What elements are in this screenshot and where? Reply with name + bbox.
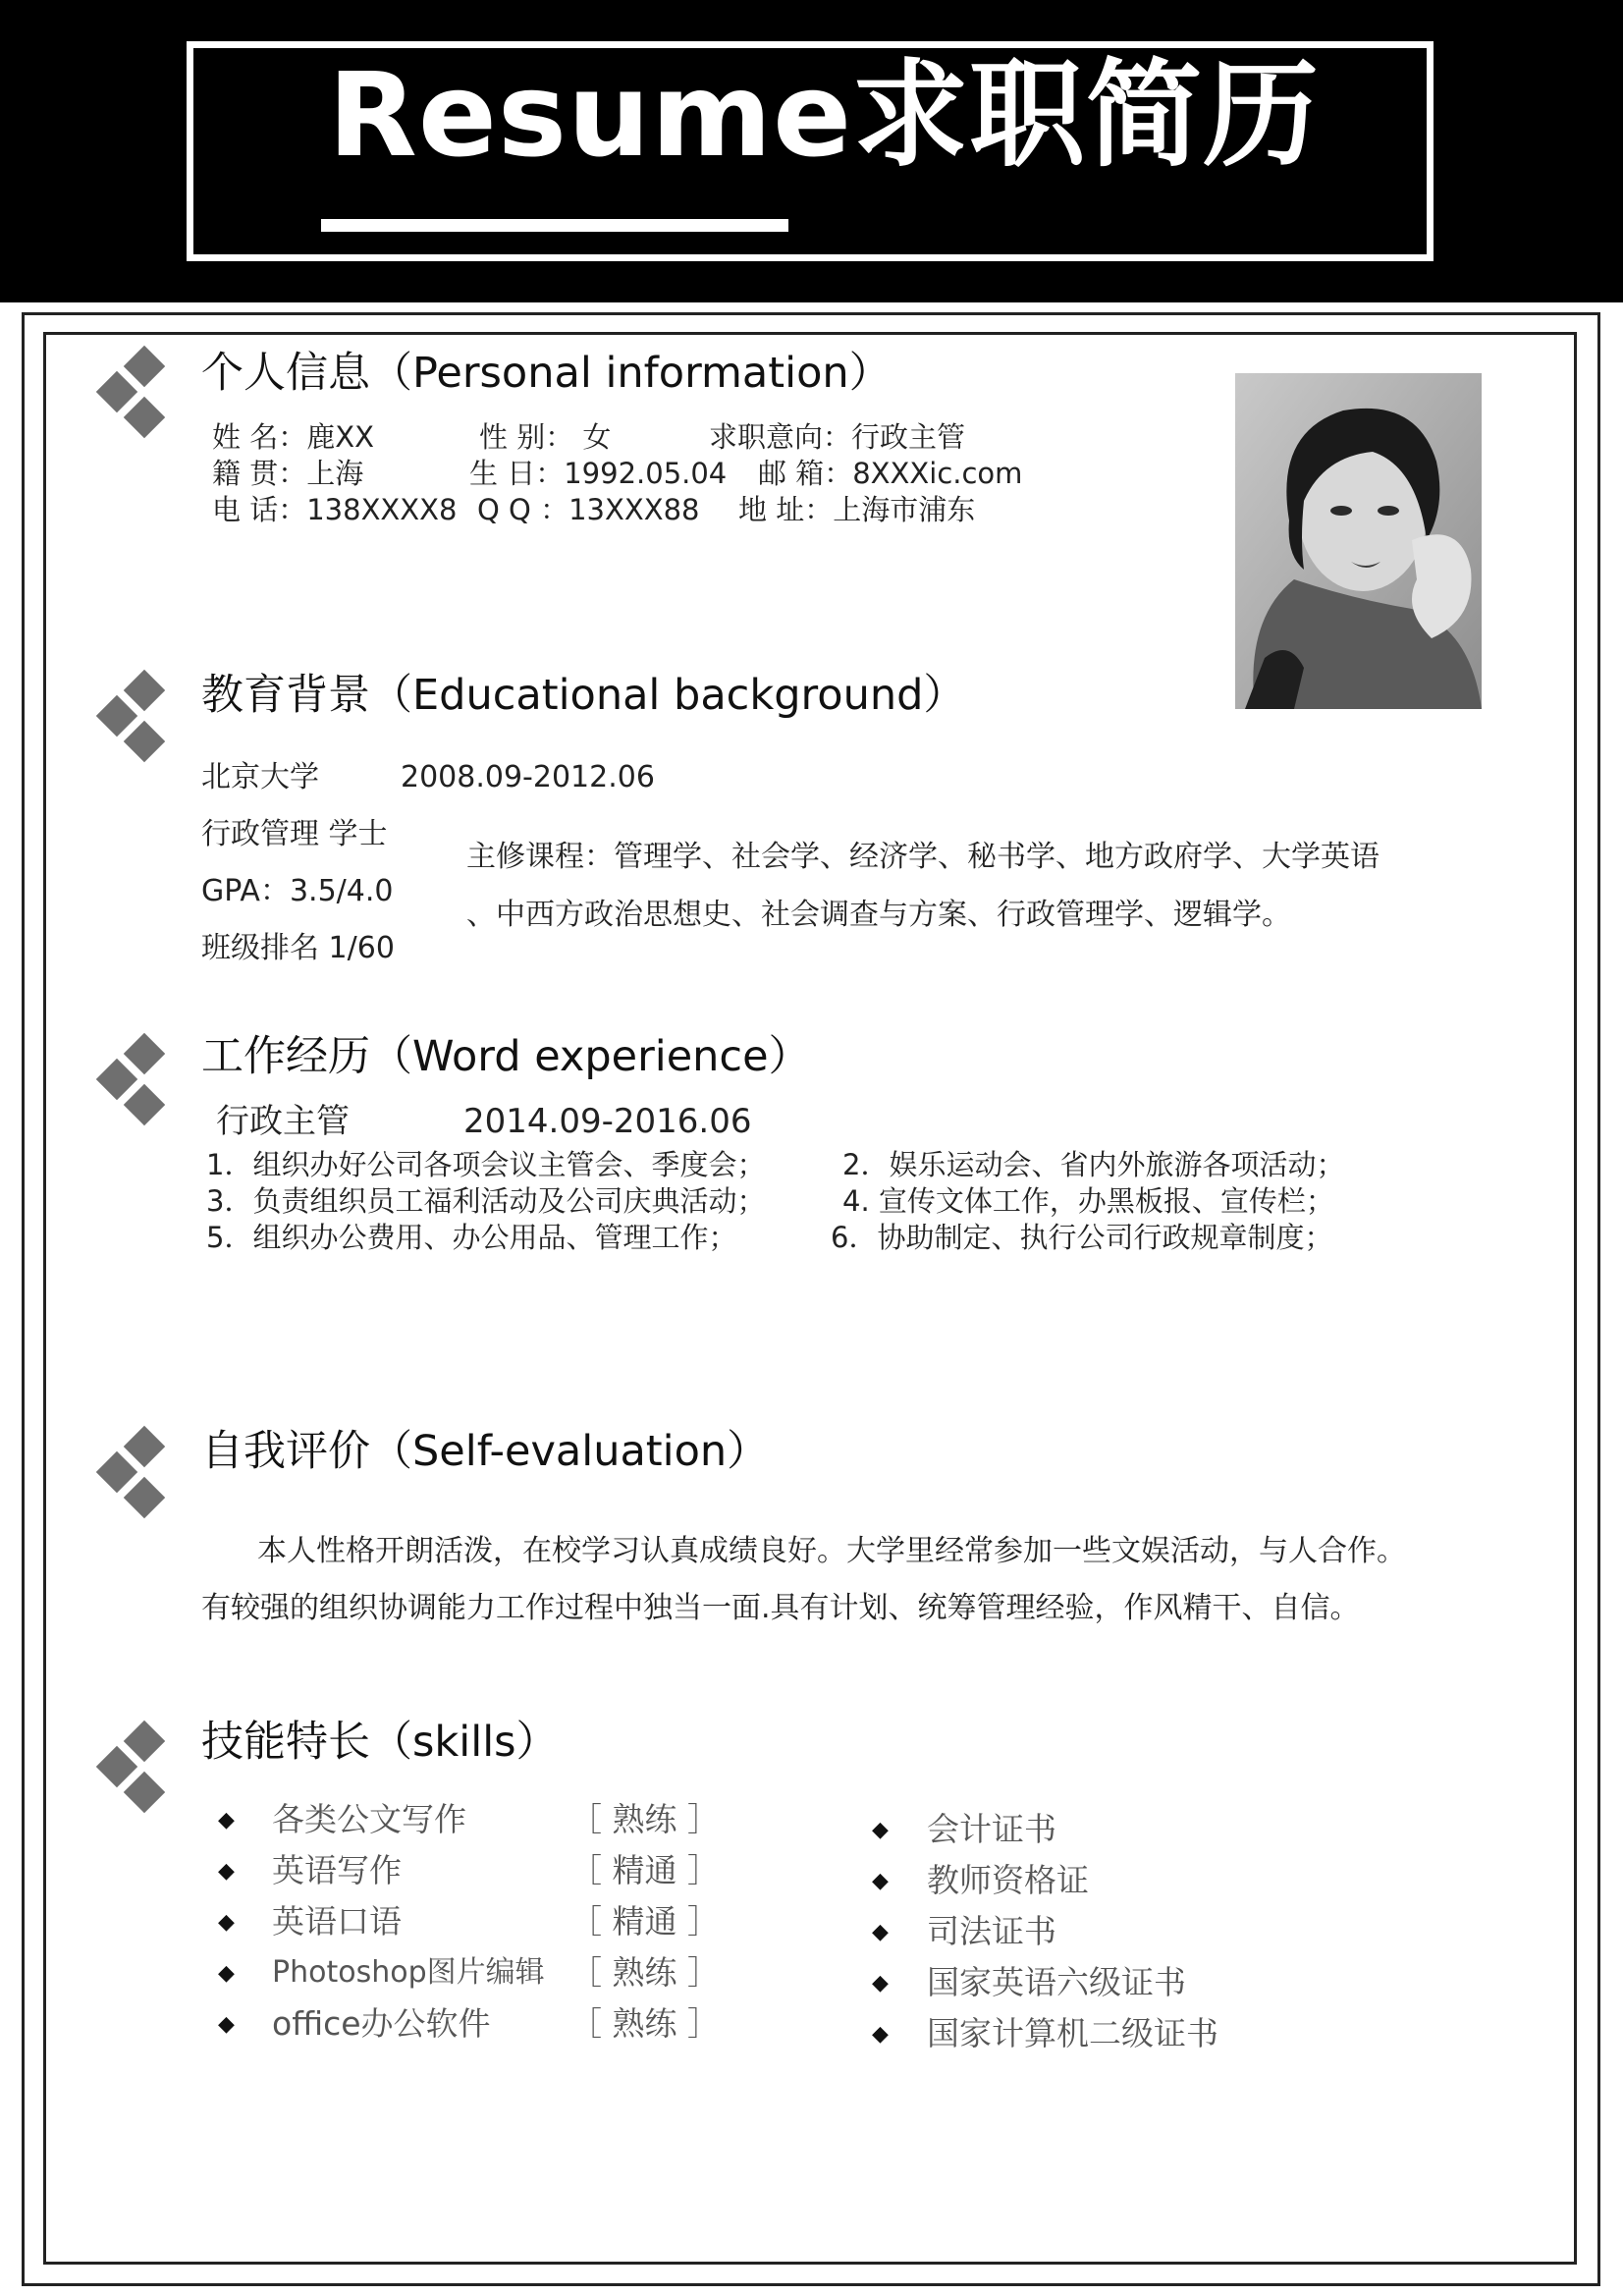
certificate-item: 会计证书	[927, 1810, 1056, 1848]
profile-photo	[1235, 373, 1482, 709]
work-duty: 5．组织办公费用、办公用品、管理工作；	[206, 1221, 737, 1254]
self-evaluation-line2: 有较强的组织协调能力工作过程中独当一面.具有计划、统筹管理经验，作风精干、自信。	[201, 1591, 1360, 1625]
personal-address: 地 址：上海市浦东	[738, 493, 976, 526]
skill-label: 英语口语	[272, 1902, 402, 1941]
diamond-cluster-icon	[88, 1031, 177, 1129]
section-title-education: 教育背景（Educational background）	[201, 671, 966, 720]
skill-level: ［ 精通 ］	[569, 1902, 720, 1941]
diamond-bullet-icon: ◆	[218, 1808, 235, 1832]
diamond-bullet-icon: ◆	[872, 2022, 889, 2047]
skill-level: ［ 熟练 ］	[569, 2004, 720, 2043]
personal-name: 姓 名：鹿XX	[212, 420, 374, 454]
section-title-self-evaluation: 自我评价（Self-evaluation）	[201, 1427, 770, 1476]
certificate-item: 国家英语六级证书	[927, 1963, 1186, 2001]
edu-school: 北京大学	[201, 760, 319, 794]
diamond-bullet-icon: ◆	[872, 1920, 889, 1944]
personal-email: 邮 箱：8XXXic.com	[758, 457, 1023, 490]
work-duty: 2．娱乐运动会、省内外旅游各项活动；	[842, 1148, 1345, 1181]
section-title-work: 工作经历（Word experience）	[201, 1032, 811, 1081]
skill-label: 英语写作	[272, 1851, 402, 1889]
edu-degree: 行政管理 学士	[201, 817, 388, 851]
diamond-bullet-icon: ◆	[872, 1818, 889, 1842]
personal-phone: 电 话：138XXXX8	[212, 493, 458, 526]
work-duty: 6．协助制定、执行公司行政规章制度；	[831, 1221, 1333, 1254]
edu-courses-line1: 主修课程：管理学、社会学、经济学、秘书学、地方政府学、大学英语	[466, 840, 1380, 874]
work-position: 行政主管	[216, 1102, 350, 1141]
work-period: 2014.09-2016.06	[463, 1102, 752, 1141]
diamond-bullet-icon: ◆	[872, 1971, 889, 1995]
skill-level: ［ 精通 ］	[569, 1851, 720, 1889]
skill-level: ［ 熟练 ］	[569, 1800, 720, 1838]
personal-qq: Q Q ：13XXX88	[477, 493, 700, 526]
page-title: Resume求职简历	[328, 47, 1321, 183]
skill-label: office办公软件	[272, 2004, 491, 2043]
diamond-cluster-icon	[88, 668, 177, 766]
diamond-bullet-icon: ◆	[218, 1859, 235, 1884]
work-duty: 3．负责组织员工福利活动及公司庆典活动；	[206, 1184, 766, 1218]
edu-period: 2008.09-2012.06	[401, 760, 655, 794]
section-title-personal: 个人信息（Personal information）	[201, 349, 892, 398]
title-underline	[321, 219, 788, 232]
diamond-cluster-icon	[88, 344, 177, 442]
edu-courses-line2: 、中西方政治思想史、社会调查与方案、行政管理学、逻辑学。	[466, 898, 1291, 932]
diamond-cluster-icon	[88, 1424, 177, 1522]
personal-intention: 求职意向：行政主管	[709, 420, 966, 454]
certificate-item: 国家计算机二级证书	[927, 2014, 1218, 2052]
diamond-bullet-icon: ◆	[218, 1910, 235, 1935]
work-duty: 4. 宣传文体工作，办黑板报、宣传栏；	[842, 1184, 1334, 1218]
skill-label: 各类公文写作	[272, 1800, 466, 1838]
personal-birthday: 生 日：1992.05.04	[469, 457, 728, 490]
diamond-bullet-icon: ◆	[872, 1869, 889, 1893]
diamond-bullet-icon: ◆	[218, 1961, 235, 1986]
section-title-skills: 技能特长（skills）	[201, 1718, 559, 1767]
personal-origin: 籍 贯：上海	[212, 457, 364, 490]
personal-gender: 性 别： 女	[479, 420, 612, 454]
skill-label: Photoshop图片编辑	[272, 1955, 545, 1990]
diamond-cluster-icon	[88, 1719, 177, 1817]
work-duty: 1．组织办好公司各项会议主管会、季度会；	[206, 1148, 766, 1181]
edu-rank: 班级排名 1/60	[201, 931, 395, 965]
certificate-item: 教师资格证	[927, 1861, 1089, 1899]
edu-gpa: GPA：3.5/4.0	[201, 874, 394, 908]
certificate-item: 司法证书	[927, 1912, 1056, 1950]
self-evaluation-line1: 本人性格开朗活泼，在校学习认真成绩良好。大学里经常参加一些文娱活动，与人合作。	[257, 1534, 1406, 1568]
skill-level: ［ 熟练 ］	[569, 1953, 720, 1992]
diamond-bullet-icon: ◆	[218, 2012, 235, 2037]
